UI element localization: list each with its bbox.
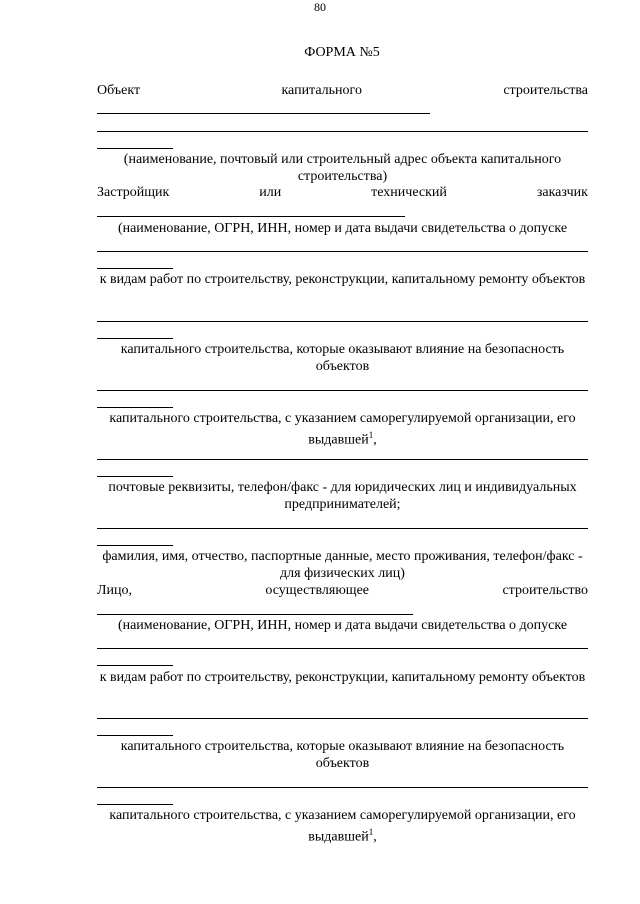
developer-caption: капитального строительства, которые оказывают влияние на безопасность объектов [120, 342, 565, 374]
developer-label [97, 185, 588, 201]
developer-caption: к видам работ по строительству, реконструкции, капитальному ремонту объектов [99, 272, 586, 287]
object-label-word: Объект [97, 83, 141, 98]
caption-punct: , [373, 829, 377, 845]
footnote-mark: 1 [368, 430, 374, 440]
developer-field-line[interactable] [97, 390, 588, 391]
developer-caption: фамилия, имя, отчество, паспортные данные, место проживания, телефон/факс - для физических лиц) [102, 549, 583, 581]
builder-field-line[interactable] [97, 804, 173, 805]
developer-field-line[interactable] [97, 321, 588, 322]
builder-field-line[interactable] [97, 614, 413, 615]
caption-text: капитального строительства, с указанием саморегулируемой организации, его выдавшей [109, 411, 576, 448]
developer-caption: почтовые реквизиты, телефон/факс - для юридических лиц и индивидуальных предпринимателей; [108, 480, 577, 512]
builder-field-line[interactable] [97, 787, 588, 788]
builder-field-line[interactable] [97, 665, 173, 666]
developer-label-word: Застройщик [97, 185, 170, 200]
builder-label-word: осуществляющее [265, 583, 369, 598]
developer-field-line[interactable] [97, 545, 173, 546]
developer-field-line[interactable] [97, 407, 173, 408]
builder-label-word: Лицо, [97, 583, 132, 598]
developer-label-word: технический [371, 185, 447, 200]
builder-field-line[interactable] [97, 735, 173, 736]
developer-field-line[interactable] [97, 528, 588, 529]
builder-label-word: строительство [502, 583, 588, 598]
caption-punct: , [373, 432, 377, 448]
developer-label-word: заказчик [536, 185, 588, 200]
footnote-mark: 1 [368, 827, 374, 837]
developer-field-line[interactable] [97, 216, 405, 217]
builder-caption: (наименование, ОГРН, ИНН, номер и дата выдачи свидетельства о допуске [117, 618, 568, 633]
builder-caption: капитального строительства, которые оказывают влияние на безопасность объектов [120, 739, 565, 771]
developer-field-line[interactable] [97, 251, 588, 252]
builder-label [97, 583, 588, 599]
builder-field-line[interactable] [97, 648, 588, 649]
object-caption: (наименование, почтовый или строительный адрес объекта капитального строительства) [123, 152, 562, 184]
object-field-line[interactable] [97, 113, 430, 114]
developer-field-line[interactable] [97, 268, 173, 269]
object-label [97, 83, 588, 99]
builder-caption: к видам работ по строительству, реконструкции, капитальному ремонту объектов [99, 670, 586, 685]
developer-field-line[interactable] [97, 459, 588, 460]
developer-caption [97, 410, 588, 449]
page-number: 80 [314, 0, 326, 14]
developer-field-line[interactable] [97, 338, 173, 339]
object-label-word: строительства [503, 83, 588, 98]
form-title: ФОРМА №5 [304, 45, 380, 60]
caption-text: капитального строительства, с указанием саморегулируемой организации, его выдавшей [109, 808, 576, 845]
object-field-line[interactable] [97, 131, 588, 132]
developer-label-word: или [259, 185, 282, 200]
object-field-line[interactable] [97, 148, 173, 149]
developer-field-line[interactable] [97, 476, 173, 477]
builder-caption [97, 807, 588, 846]
developer-caption: (наименование, ОГРН, ИНН, номер и дата выдачи свидетельства о допуске [117, 221, 568, 236]
object-label-word: капитального [281, 83, 362, 98]
builder-field-line[interactable] [97, 718, 588, 719]
